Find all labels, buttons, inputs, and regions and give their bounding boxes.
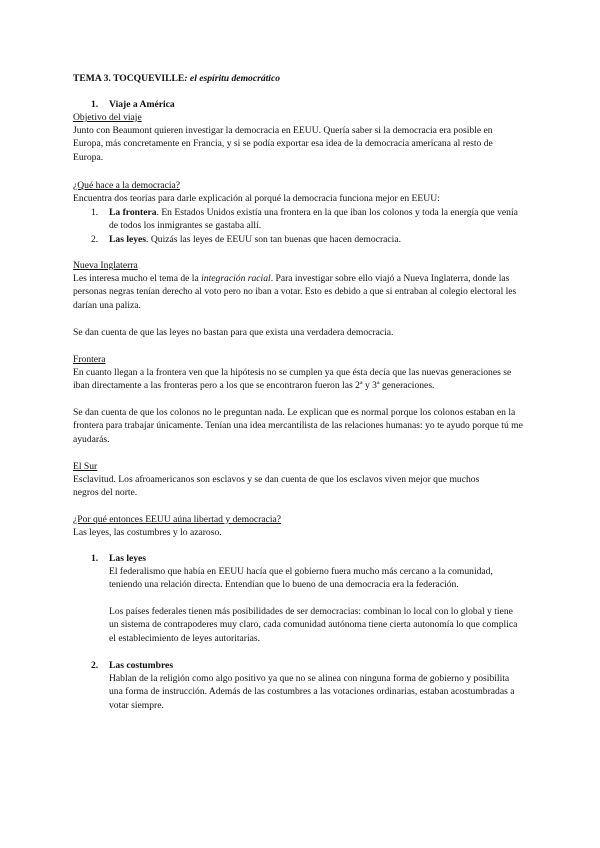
que-hace-item-2-bold: Las leyes bbox=[109, 234, 147, 245]
por-que-item-1-number: 1. bbox=[91, 553, 99, 564]
que-hace-item-1-bold: La frontera bbox=[109, 207, 157, 218]
por-que-intro: Las leyes, las costumbres y lo azaroso. bbox=[73, 527, 222, 538]
nueva-inglaterra-text-italic: integración racial bbox=[201, 273, 271, 284]
frontera-heading: Frontera bbox=[73, 354, 106, 365]
por-que-item-2-paragraph-1: Hablan de la religión como algo positivo ya que no se alinea con ninguna forma de gobierno y posibilita una forma de instrucción. Además de las costumbres a las votaciones ordinarias, estaban acostumbradas a votar siempre. bbox=[109, 673, 515, 711]
page-title-prefix: TEMA 3. TOCQUEVILLE bbox=[73, 73, 185, 84]
por-que-item-2-heading: Las costumbres bbox=[109, 660, 174, 671]
nueva-inglaterra-conclusion: Se dan cuenta de que las leyes no bastan para que exista una verdadera democracia. bbox=[73, 327, 394, 338]
por-que-item-2-number: 2. bbox=[91, 660, 99, 671]
page-title bbox=[73, 72, 280, 85]
que-hace-item-2-text: . Quizás las leyes de EEUU son tan buenas que hacen democracia. bbox=[146, 234, 401, 245]
el-sur-paragraph: Esclavitud. Los afroamericanos son esclavos y se dan cuenta de que los esclavos viven mejor que muchos negros del norte. bbox=[73, 474, 480, 499]
section-1-heading: Viaje a América bbox=[109, 99, 175, 110]
frontera-paragraph: En cuanto llegan a la frontera ven que la hipótesis no se cumplen ya que ésta decía que las nuevas generaciones se iban directamente a las fronteras pero a los que se encontraron fueron las 2ª y 3ª generaciones. bbox=[73, 367, 512, 392]
page-title-suffix: : el espíritu democrático bbox=[184, 73, 281, 84]
por-que-item-1-paragraph-1: El federalismo que había en EEUU hacía que el gobierno fuera mucho más cercano a la comunidad, teniendo una relación directa. Entendían que lo bueno de una democracia era la federación. bbox=[109, 566, 493, 591]
que-hace-item-2 bbox=[109, 233, 523, 246]
que-hace-item-1 bbox=[109, 206, 523, 233]
nueva-inglaterra-paragraph bbox=[73, 272, 523, 312]
que-hace-intro: Encuentra dos teorías para darle explicación al porqué la democracia funciona mejor en EEUU: bbox=[73, 193, 440, 204]
que-hace-heading: ¿Qué hace a la democracia? bbox=[73, 180, 181, 191]
por-que-heading: ¿Por qué entonces EEUU aúna libertad y democracia? bbox=[73, 514, 282, 525]
por-que-item-1-heading: Las leyes bbox=[109, 553, 147, 564]
objetivo-heading: Objetivo del viaje bbox=[73, 112, 142, 123]
frontera-conclusion: Se dan cuenta de que los colonos no le preguntan nada. Le explican que es normal porque los colonos estaban en la frontera para trabajar únicamente. Tenían una idea mercantilista de las relaciones humanas: yo te ayudo porque tú me ayudarás. bbox=[73, 407, 523, 445]
que-hace-item-2-number: 2. bbox=[91, 234, 99, 245]
por-que-item-1-paragraph-2: Los países federales tienen más posibilidades de ser democracias: combinan lo local con lo global y tiene un sistema de contrapoderes muy claro, cada comunidad autónoma tiene cierta autonomía lo que complica el establecimiento de leyes autoritarias. bbox=[109, 606, 518, 644]
nueva-inglaterra-text-before: Les interesa mucho el tema de la bbox=[73, 273, 202, 284]
section-1-number: 1. bbox=[91, 99, 99, 110]
nueva-inglaterra-text-after: . Para investigar sobre ello viajó a Nueva Inglaterra, donde las personas negras tenían derecho al voto pero no iban a votar. Esto es debido a que si entraban al colegio electoral les darían una paliza. bbox=[73, 273, 517, 311]
objetivo-paragraph: Junto con Beaumont quieren investigar la democracia en EEUU. Quería saber si la democracia era posible en Europa, más concretamente en Francia, y si se podía exportar esa idea de la democracia americana al resto de Europa. bbox=[73, 125, 493, 163]
el-sur-heading: El Sur bbox=[73, 461, 98, 472]
que-hace-item-1-number: 1. bbox=[91, 207, 99, 218]
que-hace-item-1-text: . En Estados Unidos existía una frontera en la que iban los colonos y toda la energía que venía de todos los inmigrantes se gastaba allí. bbox=[109, 207, 518, 232]
nueva-inglaterra-heading: Nueva Inglaterra bbox=[73, 260, 138, 271]
